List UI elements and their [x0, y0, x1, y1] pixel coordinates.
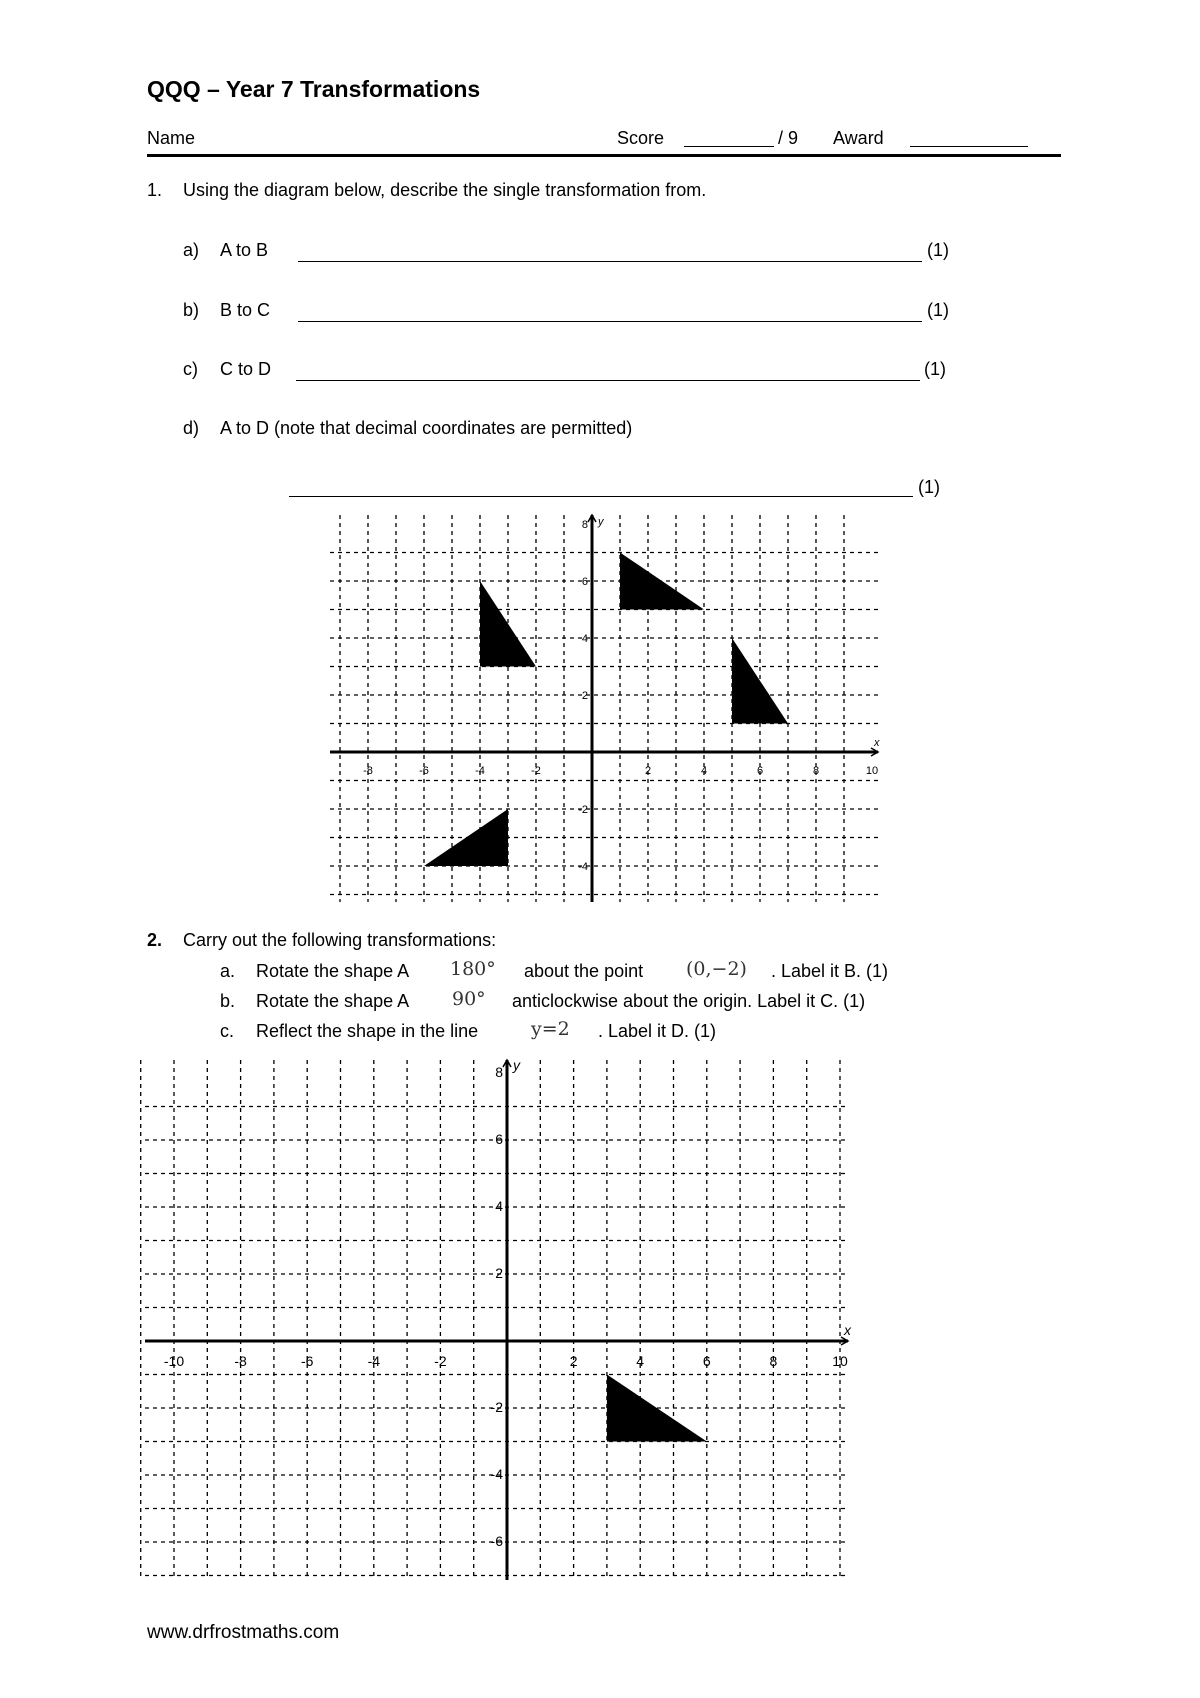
- y-tick-label: -2: [578, 804, 588, 816]
- shape-label-a: A: [635, 1410, 645, 1427]
- x-tick-label: 8: [769, 1353, 778, 1369]
- x-tick-label: -10: [163, 1353, 185, 1369]
- x-tick-label: 8: [812, 765, 820, 777]
- y-tick-label: -2: [490, 1399, 503, 1415]
- q2c-pre: Reflect the shape in the line: [256, 1021, 479, 1041]
- q2a-point: (0,−2): [686, 958, 747, 980]
- q1d-marks: (1): [918, 477, 940, 497]
- y-tick-label: 6: [495, 1131, 503, 1147]
- q1-number: 1.: [147, 180, 163, 200]
- x-tick-label: -4: [367, 1353, 381, 1369]
- y-tick-label: 8: [495, 1064, 503, 1080]
- q1a-text: A to B: [220, 240, 269, 260]
- shape-label-c: C: [494, 633, 503, 645]
- q1b-letter: b): [183, 300, 200, 320]
- y-tick-label: -4: [578, 861, 588, 873]
- q2b-pre: Rotate the shape A: [256, 991, 410, 1011]
- q1a-marks: (1): [927, 240, 949, 260]
- x-tick-label: 4: [700, 765, 708, 777]
- x-tick-label: -6: [419, 765, 429, 777]
- q2a-pre: Rotate the shape A: [256, 961, 410, 981]
- x-tick-label: -2: [531, 765, 541, 777]
- q1-prompt: Using the diagram below, describe the single transformation from.: [183, 180, 707, 200]
- shape-label-d: D: [476, 842, 484, 854]
- q2c-letter: c.: [220, 1021, 235, 1041]
- q2a-post2: . Label it B. (1): [771, 961, 889, 981]
- x-tick-label: 10: [865, 765, 879, 777]
- q2c-post: . Label it D. (1): [598, 1021, 717, 1041]
- award-label: Award: [833, 128, 884, 148]
- q1d-text: A to D (note that decimal coordinates are permitted): [220, 418, 633, 438]
- y-tick-label: -4: [490, 1466, 503, 1482]
- x-tick-label: -2: [434, 1353, 447, 1369]
- y-tick-label: 4: [581, 633, 588, 645]
- q2b-post: anticlockwise about the origin. Label it C. (1): [512, 991, 866, 1011]
- x-tick-label: 4: [636, 1353, 645, 1369]
- y-axis-label: y: [598, 516, 604, 528]
- y-axis-label: y: [513, 1057, 520, 1073]
- x-tick-label: 10: [832, 1353, 848, 1369]
- y-tick-label: 6: [581, 576, 588, 588]
- q1d-letter: d): [183, 418, 200, 438]
- q1c-marks: (1): [924, 359, 946, 379]
- x-tick-label: -8: [234, 1353, 247, 1369]
- x-tick-label: -4: [475, 765, 485, 777]
- q1b-marks: (1): [927, 300, 949, 320]
- x-tick-label: 2: [644, 765, 652, 777]
- footer-url: www.drfrostmaths.com: [147, 1622, 340, 1643]
- q2b-letter: b.: [220, 991, 236, 1011]
- y-tick-label: 4: [495, 1198, 503, 1214]
- q1c-letter: c): [183, 359, 198, 379]
- q2a-letter: a.: [220, 961, 236, 981]
- q2-prompt: Carry out the following transformations:: [183, 930, 497, 950]
- q1b-text: B to C: [220, 300, 271, 320]
- page-title: QQQ – Year 7 Transformations: [147, 76, 481, 102]
- y-tick-label: 2: [581, 690, 588, 702]
- x-tick-label: 2: [569, 1353, 578, 1369]
- shape-label-b: B: [746, 690, 755, 702]
- y-tick-label: -6: [490, 1533, 503, 1549]
- x-axis-label: x: [874, 737, 880, 749]
- q2-number: 2.: [147, 930, 163, 950]
- q2b-angle: 90°: [452, 988, 486, 1010]
- q2a-angle: 180°: [450, 958, 496, 980]
- shape-label-a: A: [644, 585, 652, 598]
- x-axis-label: x: [844, 1322, 851, 1338]
- q1a-letter: a): [183, 240, 200, 260]
- y-tick-label: 8: [581, 519, 588, 531]
- x-tick-label: -8: [363, 765, 373, 777]
- score-total: / 9: [778, 128, 799, 148]
- x-tick-label: 6: [702, 1353, 711, 1369]
- x-tick-label: 6: [756, 765, 764, 777]
- score-label: Score: [617, 128, 665, 148]
- q1c-text: C to D: [220, 359, 272, 379]
- q2a-post: about the point: [524, 961, 644, 981]
- q2c-line: y=2: [531, 1018, 570, 1040]
- name-label: Name: [147, 128, 196, 148]
- x-tick-label: -6: [300, 1353, 314, 1369]
- y-tick-label: 2: [495, 1265, 503, 1281]
